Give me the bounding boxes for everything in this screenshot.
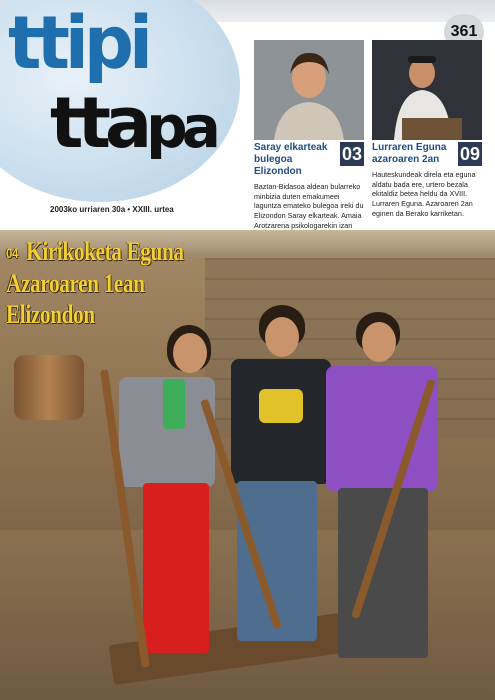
- headline-line-3: Elizondon: [6, 300, 95, 330]
- logo-line-2: [50, 82, 215, 164]
- man-portrait-illustration: [372, 40, 482, 140]
- headline-line-1: 04 Kirikoketa Eguna: [6, 237, 184, 266]
- teaser-lurraren-eguna[interactable]: [372, 40, 482, 219]
- cover-photo[interactable]: [0, 230, 495, 700]
- teaser-title: Saray elkarteak bulegoa Elizondon: [254, 142, 328, 177]
- logo-line-1: ttipi: [8, 0, 149, 87]
- teaser-saray[interactable]: [254, 40, 364, 240]
- person-middle: [215, 305, 335, 645]
- issue-number-badge: 361: [444, 14, 484, 50]
- teaser-photo-woman: [254, 40, 364, 140]
- headline-line-2: Azaroaren 1ean: [6, 268, 145, 298]
- issue-date: 2003ko urriaren 30a • XXIII. urtea: [50, 205, 174, 214]
- teaser-photo-man: [372, 40, 482, 140]
- masthead-logo: [8, 0, 218, 188]
- person-right: [318, 312, 448, 662]
- teaser-page-number: 03: [341, 144, 363, 164]
- logo-line-2b: pa: [146, 93, 215, 161]
- cover-headline[interactable]: [6, 236, 223, 331]
- section-number: 04: [6, 245, 18, 262]
- logo-line-2a: tta: [50, 82, 147, 164]
- teaser-body: Hauteskundeak direla eta eguna aldatu bada ere, urtero bezala ekitaldiz betea heldu da XVIII. Lurraren Eguna. Azaroaren 2an eginen da Berako karriketan.: [372, 170, 476, 218]
- woman-portrait-illustration: [254, 40, 364, 140]
- teaser-page-number: 09: [459, 144, 481, 164]
- barrel: [14, 355, 84, 420]
- cover-header: [0, 0, 495, 230]
- teaser-title: Lurraren Eguna azaroaren 2an: [372, 142, 447, 165]
- teaser-body: Baztan-Bidasoa aldean bularreko minbizia duten emakumeei laguntza emateko bulegoa ireki du Elizondon Saray elkarteak. Amaia Arotzarena psikologarekin izan: [254, 182, 364, 230]
